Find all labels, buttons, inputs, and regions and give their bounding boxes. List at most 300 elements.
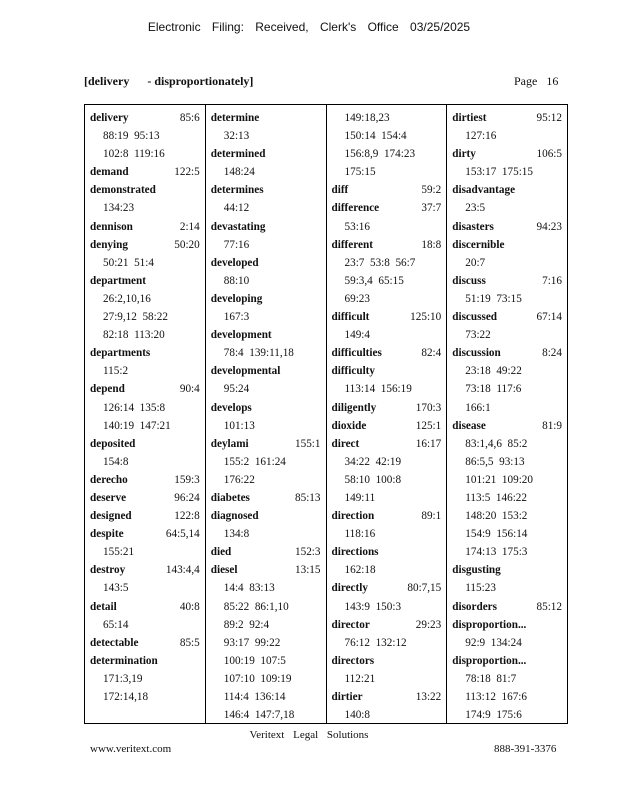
entry-head (452, 308, 562, 326)
first-citation: 2:14 (179, 220, 200, 233)
index-term: delivery (90, 112, 129, 124)
entry-head (211, 489, 321, 507)
first-citation: 8:24 (542, 347, 562, 360)
citation-line: 26:2,10,16 (103, 292, 151, 305)
index-entry (211, 326, 321, 362)
citation-line: 148:24 (223, 166, 255, 179)
first-citation: 106:5 (536, 148, 562, 161)
index-term: discuss (452, 274, 486, 287)
index-entry (452, 344, 562, 416)
citation-line: 115:2 (103, 365, 129, 378)
index-term: determines (210, 184, 264, 197)
entry-head (90, 218, 200, 236)
index-term: discernible (452, 238, 505, 251)
index-entry (90, 236, 200, 272)
first-citation: 90:4 (179, 383, 200, 396)
citation-line: 88:10 (223, 274, 250, 287)
citation-line: 101:21 109:20 (465, 473, 533, 486)
index-term: diagnosed (210, 510, 259, 523)
citation-line: 149:18,23 (344, 112, 390, 124)
citation-line: 73:22 (465, 329, 491, 342)
index-term: depend (90, 383, 125, 396)
first-citation: 89:1 (421, 510, 442, 523)
index-term: diligently (331, 401, 377, 414)
citation-line: 166:1 (465, 401, 491, 414)
entry-head (90, 181, 200, 199)
first-citation: 16:17 (415, 437, 442, 450)
first-citation: 59:2 (421, 184, 442, 197)
entry-head (90, 272, 200, 290)
entry-head (332, 579, 442, 597)
citation-line: 34:22 42:19 (344, 455, 402, 468)
index-entry (332, 688, 442, 723)
index-entry (90, 561, 200, 597)
citation-line: 89:2 92:4 (223, 618, 270, 631)
citation-line: 149:11 (344, 491, 376, 504)
citation-line: 95:24 (223, 383, 250, 396)
first-citation: 80:7,15 (407, 582, 442, 595)
citation-line: 134:23 (103, 202, 135, 215)
index-term: despite (90, 528, 124, 541)
index-entry (90, 344, 200, 380)
citation-line: 176:22 (223, 473, 255, 486)
citation-line: 59:3,4 65:15 (344, 274, 404, 287)
citation-line: 88:19 95:13 (103, 130, 160, 143)
entry-head (332, 181, 442, 199)
citation-line: 20:7 (465, 256, 486, 269)
citation-line: 53:16 (344, 220, 370, 233)
index-entry (90, 507, 200, 525)
index-entry (211, 362, 321, 398)
entry-head (452, 561, 562, 579)
index-term: directly (331, 582, 368, 595)
first-citation: 40:8 (179, 600, 200, 613)
citation-line: 27:9,12 58:22 (103, 311, 168, 324)
index-term: deserve (90, 491, 127, 504)
first-citation: 67:14 (536, 311, 562, 324)
index-term: determine (210, 112, 260, 124)
index-term: destroy (90, 564, 126, 577)
entry-head (90, 236, 200, 254)
first-citation: 94:23 (536, 220, 562, 233)
index-term: disasters (452, 220, 494, 233)
entry-head (452, 417, 562, 435)
entry-head (211, 561, 321, 579)
entry-head (332, 344, 442, 362)
index-term: department (90, 274, 146, 287)
index-entry (90, 272, 200, 344)
first-citation: 85:6 (179, 112, 200, 124)
entry-head (90, 435, 200, 453)
index-term: diesel (210, 564, 238, 577)
first-citation: 13:15 (295, 564, 321, 577)
index-term: developed (210, 256, 259, 269)
index-term: directions (331, 546, 379, 559)
citation-line: 167:3 (223, 311, 250, 324)
entry-head (452, 272, 562, 290)
entry-head (332, 362, 442, 380)
first-citation: 170:3 (415, 401, 442, 414)
citation-line: 77:16 (223, 238, 250, 251)
citation-line: 82:18 113:20 (103, 329, 165, 342)
citation-line: 23:5 (465, 202, 486, 215)
index-term: designed (90, 510, 132, 523)
index-entry (452, 272, 562, 308)
index-term: directors (331, 654, 375, 667)
index-entry (452, 598, 562, 616)
index-term: disgusting (452, 564, 501, 577)
index-term: dirtiest (452, 112, 487, 124)
page-number: Page 16 (514, 74, 559, 88)
footer-website: www.veritext.com (90, 743, 172, 755)
citation-line: 114:4 136:14 (223, 691, 286, 703)
entry-head (90, 561, 200, 579)
entry-head (211, 326, 321, 344)
index-entry (90, 652, 200, 706)
index-term: difficulties (331, 347, 382, 360)
first-citation: 82:4 (421, 347, 442, 360)
citation-line: 32:13 (223, 130, 250, 143)
index-entry (452, 417, 562, 562)
index-entry (332, 417, 442, 435)
index-entry (90, 435, 200, 471)
index-term: developmental (210, 365, 281, 378)
citation-line: 155:2 161:24 (223, 455, 286, 468)
index-term: disorders (452, 600, 497, 613)
entry-head (211, 218, 321, 236)
index-term: difficulty (331, 365, 376, 378)
citation-line: 50:21 51:4 (103, 256, 154, 269)
index-entry (332, 236, 442, 308)
index-entry (332, 579, 442, 615)
index-term: development (210, 329, 272, 342)
citation-line: 101:13 (223, 419, 255, 432)
index-term: dioxide (331, 419, 367, 432)
index-entry (90, 218, 200, 236)
index-entry (90, 380, 200, 434)
first-citation: 85:12 (536, 600, 562, 613)
first-citation: 95:12 (536, 112, 562, 124)
index-entry (332, 399, 442, 417)
citation-line: 107:10 109:19 (223, 672, 292, 685)
citation-line: 143:9 150:3 (344, 600, 402, 613)
entry-head (211, 181, 321, 199)
citation-line: 127:16 (465, 130, 497, 143)
citation-line: 153:17 175:15 (465, 166, 533, 179)
citation-line: 51:19 73:15 (465, 292, 522, 305)
citation-line: 174:13 175:3 (465, 546, 528, 559)
entry-head (90, 507, 200, 525)
citation-line: 115:23 (465, 582, 496, 595)
index-term: deposited (90, 437, 136, 450)
index-entry (211, 218, 321, 254)
citation-line: 69:23 (344, 292, 370, 305)
index-entry (452, 236, 562, 272)
index-term: disadvantage (452, 184, 516, 197)
entry-head (452, 616, 562, 634)
entry-head (452, 236, 562, 254)
entry-head (211, 145, 321, 163)
entry-head (332, 616, 442, 634)
citation-line: 172:14,18 (103, 691, 149, 703)
index-term: denying (90, 238, 128, 251)
entry-head (332, 308, 442, 326)
citation-line: 150:14 154:4 (344, 130, 407, 143)
index-entry (211, 145, 321, 181)
first-citation: 64:5,14 (165, 528, 200, 541)
index-entry (332, 616, 442, 652)
entry-head (332, 399, 442, 417)
index-term: diabetes (210, 491, 250, 504)
entry-head (332, 435, 442, 453)
index-entry (211, 399, 321, 435)
index-entry (452, 308, 562, 344)
index-entry (332, 652, 442, 688)
index-entry (90, 489, 200, 507)
index-term: direction (331, 510, 375, 523)
index-term: determined (210, 148, 266, 161)
index-entry (452, 561, 562, 597)
index-entry (211, 254, 321, 290)
footer-company: Veritext Legal Solutions (249, 729, 369, 741)
index-term: disproportion... (452, 618, 527, 631)
first-citation: 152:3 (295, 546, 321, 559)
index-term: devastating (210, 220, 266, 233)
entry-head (452, 218, 562, 236)
index-entry (332, 308, 442, 344)
entry-head (90, 598, 200, 616)
index-entry (90, 634, 200, 652)
index-term: determination (90, 654, 158, 667)
first-citation: 37:7 (421, 202, 442, 215)
entry-head (452, 344, 562, 362)
entry-head (90, 380, 200, 398)
citation-line: 44:12 (223, 202, 250, 215)
citation-line: 93:17 99:22 (223, 636, 281, 649)
first-citation: 85:5 (179, 636, 200, 649)
index-entry (211, 181, 321, 217)
citation-line: 118:16 (344, 528, 376, 541)
footer-phone: 888-391-3376 (494, 743, 557, 755)
entry-head (211, 543, 321, 561)
index-entry (211, 489, 321, 507)
citation-line: 140:19 147:21 (103, 419, 171, 432)
index-entry (452, 616, 562, 652)
index-column-4 (446, 105, 567, 723)
index-entry (90, 471, 200, 489)
entry-head (211, 254, 321, 272)
index-term: difference (331, 202, 380, 215)
citation-line: 155:21 (103, 546, 135, 559)
index-term: disproportion... (452, 654, 527, 667)
first-citation: 155:1 (295, 437, 321, 450)
index-entry (90, 598, 200, 634)
index-term: developing (210, 292, 263, 305)
citation-line: 149:4 (344, 329, 370, 342)
index-entry (452, 652, 562, 723)
index-term: develops (210, 401, 252, 414)
index-term: dirty (452, 148, 476, 161)
first-citation: 125:1 (415, 419, 442, 432)
first-citation: 85:13 (295, 491, 321, 504)
first-citation: 125:10 (410, 311, 442, 324)
entry-head (332, 543, 442, 561)
citation-line: 102:8 119:16 (103, 148, 165, 161)
index-term: direct (331, 437, 360, 450)
index-entry (211, 109, 321, 145)
citation-line: 23:7 53:8 56:7 (344, 256, 416, 269)
index-term: died (210, 546, 232, 559)
first-citation: 96:24 (174, 491, 200, 504)
index-term: demonstrated (90, 184, 156, 197)
citation-line: 113:14 156:19 (344, 383, 412, 396)
citation-line: 58:10 100:8 (344, 473, 402, 486)
citation-line: 73:18 117:6 (465, 383, 522, 396)
entry-head (332, 507, 442, 525)
entry-head (211, 362, 321, 380)
entry-head (90, 163, 200, 181)
citation-line: 113:12 167:6 (465, 691, 527, 703)
entry-head (332, 199, 442, 217)
entry-head (332, 652, 442, 670)
index-entry (332, 543, 442, 579)
citation-line: 154:9 156:14 (465, 528, 528, 541)
index-entry (90, 109, 200, 163)
index-entry (211, 290, 321, 326)
entry-head (452, 181, 562, 199)
index-entry (332, 344, 442, 362)
citation-line: 76:12 132:12 (344, 636, 407, 649)
index-entry (332, 362, 442, 398)
index-entry (452, 218, 562, 236)
citation-line: 171:3,19 (103, 672, 143, 685)
citation-line: 83:1,4,6 85:2 (465, 437, 528, 450)
first-citation: 29:23 (415, 618, 442, 631)
citation-line: 154:8 (103, 455, 129, 468)
index-entry (332, 507, 442, 543)
entry-head (332, 236, 442, 254)
citation-line: 148:20 153:2 (465, 510, 528, 523)
citation-line: 14:4 83:13 (223, 582, 275, 595)
entry-head (90, 634, 200, 652)
entry-head (452, 145, 562, 163)
index-entry (211, 507, 321, 543)
citation-line: 92:9 134:24 (465, 636, 522, 649)
word-index-grid (84, 104, 568, 724)
index-term: disease (452, 419, 486, 432)
index-column-2 (205, 105, 326, 723)
citation-line: 140:8 (344, 709, 370, 722)
entry-head (452, 109, 562, 127)
entry-head (211, 399, 321, 417)
index-entry (452, 181, 562, 217)
entry-head (452, 598, 562, 616)
index-entry (90, 163, 200, 181)
index-term: different (331, 238, 373, 251)
first-citation: 159:3 (174, 473, 200, 486)
citation-line: 126:14 135:8 (103, 401, 166, 414)
entry-head (211, 290, 321, 308)
first-citation: 7:16 (542, 274, 562, 287)
index-entry (332, 199, 442, 235)
index-column-1 (85, 105, 205, 723)
index-term: dennison (90, 220, 133, 233)
index-term: difficult (331, 311, 370, 324)
index-term: discussed (452, 311, 498, 324)
index-term: detectable (90, 636, 139, 649)
entry-head (90, 109, 200, 127)
citation-line: 156:8,9 174:23 (344, 148, 416, 161)
index-entry (332, 109, 442, 181)
index-term: derecho (90, 473, 128, 486)
first-citation: 122:8 (174, 510, 200, 523)
index-column-3 (326, 105, 447, 723)
index-range: [delivery - disproportionately] (84, 74, 254, 88)
citation-line: 175:15 (344, 166, 376, 179)
citation-line: 112:21 (344, 672, 376, 685)
entry-head (332, 688, 442, 706)
index-entry (211, 435, 321, 489)
citation-line: 65:14 (103, 618, 129, 631)
first-citation: 122:5 (174, 166, 200, 179)
index-entry (90, 525, 200, 561)
citation-line: 85:22 86:1,10 (223, 600, 289, 613)
first-citation: 81:9 (542, 419, 562, 432)
entry-head (90, 344, 200, 362)
entry-head (90, 652, 200, 670)
citation-line: 134:8 (223, 528, 250, 541)
first-citation: 143:4,4 (165, 564, 200, 577)
index-term: discussion (452, 347, 501, 360)
entry-head (211, 435, 321, 453)
citation-line: 23:18 49:22 (465, 365, 522, 378)
citation-line: 100:19 107:5 (223, 654, 286, 667)
entry-head (452, 652, 562, 670)
first-citation: 50:20 (174, 238, 200, 251)
entry-head (90, 525, 200, 543)
citation-line: 174:9 175:6 (465, 709, 522, 722)
citation-line: 78:4 139:11,18 (223, 347, 294, 360)
citation-line: 78:18 81:7 (465, 672, 517, 685)
index-entry (90, 181, 200, 217)
entry-head (90, 489, 200, 507)
citation-line: 162:18 (344, 564, 376, 577)
index-term: detail (90, 600, 117, 613)
entry-head (332, 417, 442, 435)
index-entry (211, 543, 321, 561)
index-term: demand (90, 166, 129, 179)
entry-head (211, 507, 321, 525)
index-term: diff (331, 184, 349, 197)
entry-head (211, 109, 321, 127)
citation-line: 146:4 147:7,18 (223, 709, 295, 722)
entry-head (90, 471, 200, 489)
index-entry (452, 145, 562, 181)
first-citation: 18:8 (421, 238, 442, 251)
citation-line: 113:5 146:22 (465, 491, 527, 504)
index-entry (211, 561, 321, 723)
index-entry (332, 181, 442, 199)
index-entry (452, 109, 562, 145)
index-entry (332, 435, 442, 507)
index-term: departments (90, 347, 151, 360)
index-term: director (331, 618, 370, 631)
citation-line: 86:5,5 93:13 (465, 455, 525, 468)
citation-line: 143:5 (103, 582, 129, 595)
filing-stamp: Electronic Filing: Received, Clerk's Office 03/25/2025 (147, 20, 471, 34)
index-term: dirtier (331, 691, 363, 703)
first-citation: 13:22 (415, 691, 442, 703)
